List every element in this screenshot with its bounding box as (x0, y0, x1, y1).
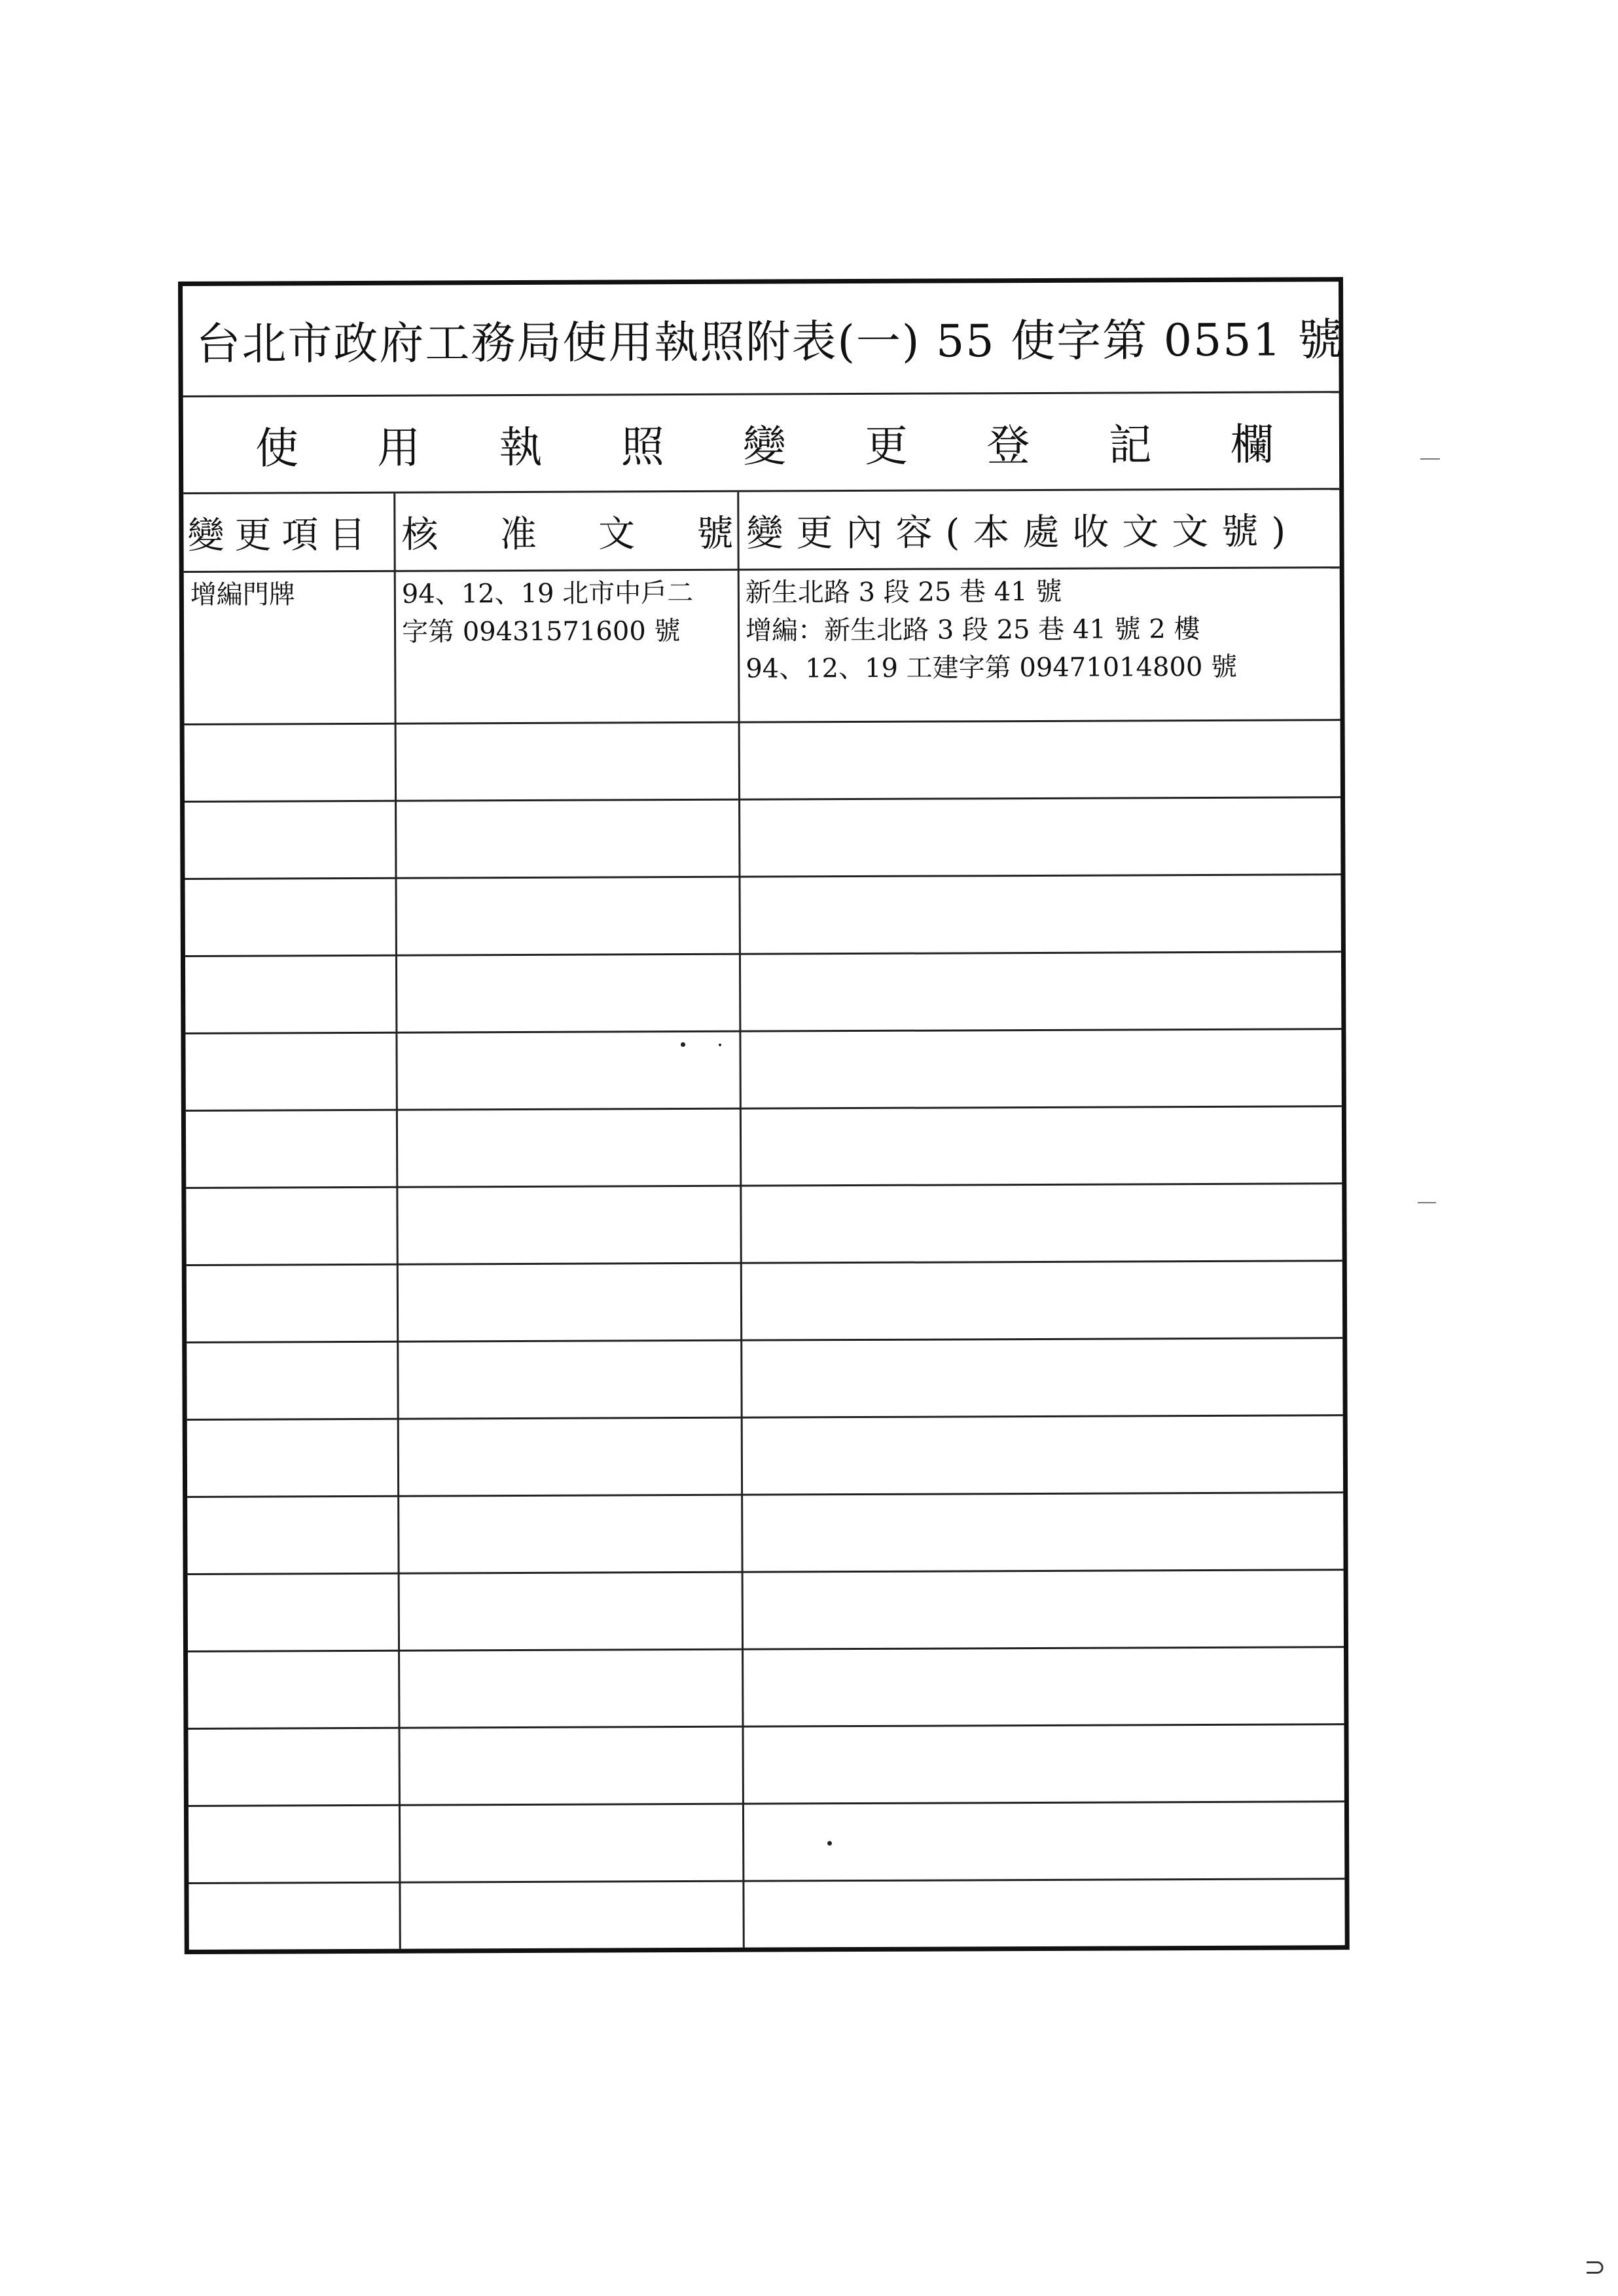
table-row (184, 566, 1340, 725)
cell-approval-number (399, 1571, 743, 1650)
cell-change-content (742, 1337, 1342, 1417)
table-row (187, 1491, 1343, 1575)
form-title: 台北市政府工務局使用執照附表(一) 55 使字第 0551 號 (196, 314, 1344, 371)
cell-change-content (744, 1878, 1344, 1958)
cell-change-content (744, 1800, 1344, 1880)
header-approval-char: 核 (401, 513, 439, 556)
cell-approval-number (396, 799, 740, 877)
cell-change-item (187, 1418, 399, 1496)
cell-change-content (740, 1028, 1341, 1108)
table-row (185, 719, 1340, 803)
table-row (187, 1260, 1342, 1343)
table-header-row (183, 490, 1339, 573)
cell-change-item (185, 955, 397, 1032)
cell-change-item (187, 1495, 399, 1573)
scan-speck (719, 1044, 721, 1046)
cell-change-item (186, 1186, 397, 1264)
cell-change-content (742, 1491, 1343, 1571)
cell-approval-number (398, 1339, 742, 1418)
scan-speck (681, 1042, 685, 1047)
section-heading-char: 登 (986, 420, 1030, 471)
cell-change-content (741, 1182, 1342, 1262)
table-row (189, 1800, 1344, 1884)
table-row (188, 1723, 1344, 1807)
form-title-row (183, 282, 1344, 397)
cell-change-item (188, 1727, 399, 1805)
section-heading (183, 393, 1340, 494)
cell-change-content-line: 94、12、19 工建字第 09471014800 號 (746, 651, 1238, 684)
table-row (187, 1414, 1343, 1498)
cell-approval-number (399, 1726, 743, 1804)
cell-approval-number (398, 1262, 742, 1341)
license-annex-form (178, 277, 1350, 1954)
cell-change-item (185, 800, 396, 878)
cell-change-item (187, 1341, 398, 1419)
cell-change-content (740, 873, 1340, 953)
section-heading-char: 使 (255, 423, 299, 474)
section-heading-char: 記 (1108, 420, 1152, 471)
table-row (188, 1569, 1344, 1652)
cell-approval-number-line: 字第 09431571600 號 (401, 616, 681, 647)
cell-approval-number (397, 1185, 741, 1264)
header-approval-char: 號 (696, 512, 734, 555)
table-row (187, 1337, 1342, 1421)
table-row (185, 796, 1340, 880)
scan-speck (827, 1841, 832, 1846)
section-heading-char: 變 (742, 421, 787, 472)
cell-change-item (185, 877, 396, 955)
cell-change-item (185, 1032, 397, 1110)
cell-change-content (740, 719, 1340, 799)
table-row (189, 1878, 1344, 1959)
cell-approval-number (395, 569, 740, 723)
margin-tick-mark (1418, 1202, 1436, 1203)
section-heading-char: 用 (377, 422, 421, 473)
cell-change-item (187, 1264, 398, 1341)
cell-change-item (186, 1109, 397, 1187)
cell-change-content (743, 1569, 1344, 1649)
header-approval-number (395, 492, 738, 570)
header-approval-char: 文 (598, 512, 636, 556)
cell-approval-number (397, 953, 740, 1032)
header-approval-char: 准 (499, 513, 537, 556)
cell-change-item (188, 1573, 399, 1650)
table-row (185, 951, 1341, 1034)
cell-change-content-line: 新生北路 3 段 25 巷 41 號 (745, 576, 1062, 608)
table-row (185, 873, 1340, 957)
cell-change-item-line: 增編門牌 (190, 579, 295, 610)
cell-change-content (740, 796, 1340, 876)
section-heading-char: 照 (620, 422, 664, 473)
cell-approval-number (397, 1108, 741, 1186)
cell-change-item (188, 1650, 399, 1728)
cell-change-content (742, 1414, 1343, 1494)
cell-change-content (742, 1260, 1342, 1339)
section-heading-char: 更 (865, 420, 908, 471)
cell-change-item (189, 1804, 400, 1882)
cell-change-content (741, 1105, 1342, 1185)
cell-approval-number (399, 1494, 742, 1573)
cell-change-content (743, 1723, 1344, 1803)
header-change-item: 變更項目 (187, 513, 376, 557)
cell-approval-number (397, 1030, 740, 1109)
cell-change-content (740, 951, 1341, 1030)
cell-approval-number-line: 94、12、19 北市中戶二 (401, 577, 694, 610)
margin-tick-mark (1420, 458, 1440, 460)
header-change-content: 變更內容(本處收文文號) (746, 509, 1299, 555)
cell-change-content-line: 增編：新生北路 3 段 25 巷 41 號 2 樓 (745, 614, 1200, 646)
section-heading-char: 執 (499, 422, 543, 473)
table-row (186, 1105, 1342, 1189)
page-corner-mark: ⊃ (1584, 2252, 1606, 2282)
cell-approval-number (396, 876, 740, 955)
cell-approval-number (399, 1649, 743, 1727)
cell-change-content (739, 566, 1340, 721)
table-row (186, 1182, 1342, 1266)
cell-approval-number (400, 1803, 744, 1882)
cell-change-item (184, 570, 396, 723)
cell-approval-number (399, 1417, 742, 1495)
cell-approval-number (396, 721, 740, 800)
change-register-table (183, 490, 1345, 1950)
table-row (185, 1028, 1341, 1112)
cell-approval-number (400, 1880, 744, 1959)
table-row (188, 1646, 1344, 1730)
cell-change-item (189, 1882, 400, 1959)
section-heading-char: 欄 (1230, 419, 1274, 470)
cell-change-content (743, 1646, 1344, 1726)
cell-change-item (185, 723, 396, 801)
